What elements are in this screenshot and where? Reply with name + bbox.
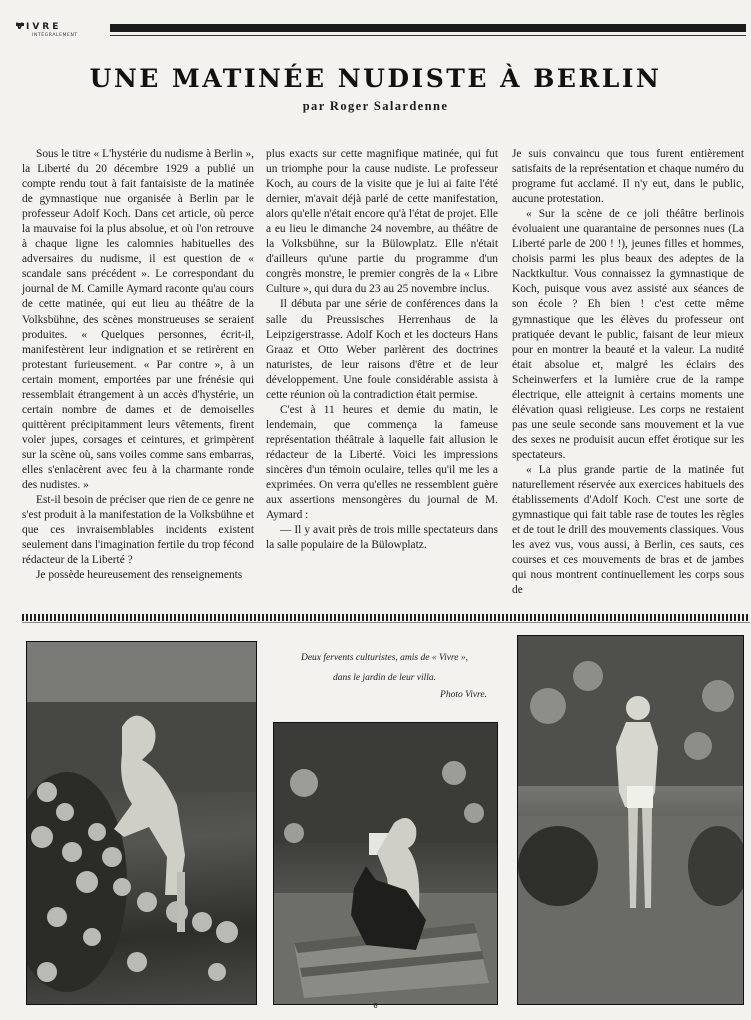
paragraph: Il débuta par une série de conférences dans la salle du Preussisches Herrenhaus de la Leipzigerstrasse. Adolf Koch et les docteurs Hans Graaz et Otto Weber parlèrent des doctrines naturistes, de leur raisons d'être et de leur développement. Une foule considérable assista à cette réunion où la contradiction était permise. xyxy=(266,298,498,401)
photo-caption xyxy=(273,648,496,688)
masthead-subtitle: INTÉGRALEMENT xyxy=(32,33,78,38)
photo-woman-reading-illustration xyxy=(274,723,497,1004)
dotted-divider xyxy=(22,614,750,621)
masthead xyxy=(16,22,746,44)
article-column-1 xyxy=(22,147,254,583)
photo-man-gardening-illustration xyxy=(27,642,256,1004)
photo-man-standing-illustration xyxy=(518,636,743,1004)
paragraph: « Sur la scène de ce joli théâtre berlinois évoluaient une quarantaine de personnes nues (La Liberté parle de 200 ! !), jeunes filles et hommes, choisis parmi les plus beaux des adeptes de la Nacktkultur. Vous connaissez la gymnastique de Koch, puisque vous avez assisté aux séances de son école ? Eh bien ! c'est cette même gymnastique que les élèves du professeur ont pratiquée devant le public, faisant de leur mieux pour en montrer la beauté et la valeur. La nudité était absolue et, malgré les éclairs des Scheinwerfers et la lumière crue de la rampe électrique, elle atteignit à certains moments une élévation quasi religieuse. Les corps ne restaient pas une seule seconde sans mouvement et la vue des sexes ne produisit aucun effet érotique sur les spectateurs. xyxy=(512,208,744,461)
photo-woman-reading-with-dog xyxy=(273,722,498,1005)
caption-line-2: dans le jardin de leur villa. xyxy=(332,673,437,683)
article-title: UNE MATINÉE NUDISTE À BERLIN xyxy=(89,64,662,93)
photo-man-standing xyxy=(517,635,744,1005)
article-column-3 xyxy=(512,147,744,598)
paragraph: Sous le titre « L'hystérie du nudisme à Berlin », la Liberté du 20 décembre 1929 a publié un compte rendu tout à fait fantaisiste de la matinée de gymnastique nue organisée à Berlin par le professeur Adolf Koch. Dans cet article, où perce la mauvaise foi la plus absolue, et où l'on retrouve à chaque ligne les calomnies habituelles des adversaires du nudisme, il est question de « scandale sans précédent ». Le correspondant du journal de M. Camille Aymard raconte qu'au cours de cette matinée, qui eut lieu au théâtre de la Volksbühne, des scènes monstrueuses se seraient produites. « Quelques personnes, écrit-il, manifestèrent leur indignation et se retirèrent en protestant furieusement. « Par contre », à un certain moment, emportées par une frénésie qui ressemblait étrangement à un accès d'hystérie, un certain nombre de dames et de demoiselles quittèrent précipitamment leurs vêtements, firent voler jupes, corsages et ceintures, et grimpèrent sur la scène où, sans voiles comme sans embarras, elles s'enlacèrent avec feu à la charmante ronde des nudistes. » xyxy=(22,148,254,492)
divider-rule xyxy=(22,622,750,623)
paragraph: « La plus grande partie de la matinée fut naturellement réservée aux exercices habituels des établissements d'Adolf Koch. C'est une sorte de gymnastique qui fait table rase de toutes les règles et de tout le drill des mouvements classiques. Vous les avez vus, vous aussi, à Berlin, ces sauts, ces courses et ces mouvements de bras et de jambes qui nous montrent continuellement les corps sous de xyxy=(512,463,744,597)
photo-credit: Photo Vivre. xyxy=(440,690,487,700)
paragraph: C'est à 11 heures et demie du matin, le lendemain, que commença la fameuse représentation théâtrale à laquelle fait allusion le rédacteur de la Liberté. Voici les impressions sincères d'un témoin oculaire, telles qu'il me les a exprimées. On verra qu'elles ne ressemblent guère aux assertions mensongères du journal de M. Aymard : xyxy=(266,403,498,522)
article-byline: par Roger Salardenne xyxy=(302,99,449,113)
masthead-bar xyxy=(110,24,746,32)
masthead-thin-rule xyxy=(110,35,746,36)
article-column-2 xyxy=(266,147,498,553)
paragraph: plus exacts sur cette magnifique matinée, qui fut un triomphe pour la cause nudiste. Le professeur Koch, au cours de la visite que je lui ai faite l'été dernier, m'avait déjà parlé de cette manifestation, alors qu'elle n'était encore qu'à l'état de projet. Elle a eu lieu le dimanche 24 novembre, au théâtre de la Volksbühne, sur la Bülowplatz. Elle n'était d'ailleurs qu'une partie du programme d'un congrès monstre, le premier congrès de la « Libre Culture », qui dura du 23 au 25 novembre inclus. xyxy=(266,148,498,296)
paragraph: Je suis convaincu que tous furent entièrement satisfaits de la représentation et chaque numéro du programe fut acclamé. Il n'y eut, dans le public, aucune protestation. xyxy=(512,148,744,206)
paragraph: Est-il besoin de préciser que rien de ce genre ne s'est produit à la manifestation de la Volksbühne et que ces invraisemblables incidents existent seulement dans l'imagination fertile du trop fécond rédacteur de la Liberté ? xyxy=(22,494,254,567)
photo-man-gardening xyxy=(26,641,257,1005)
caption-line-1: Deux fervents culturistes, amis de « Vivre », xyxy=(300,653,468,663)
masthead-logo: VIVRE xyxy=(16,22,62,32)
page-number: 6 xyxy=(373,1002,378,1010)
paragraph: Je possède heureusement des renseignements xyxy=(36,569,243,582)
paragraph: — Il y avait près de trois mille spectateurs dans la salle populaire de la Bülowplatz. xyxy=(266,524,498,552)
